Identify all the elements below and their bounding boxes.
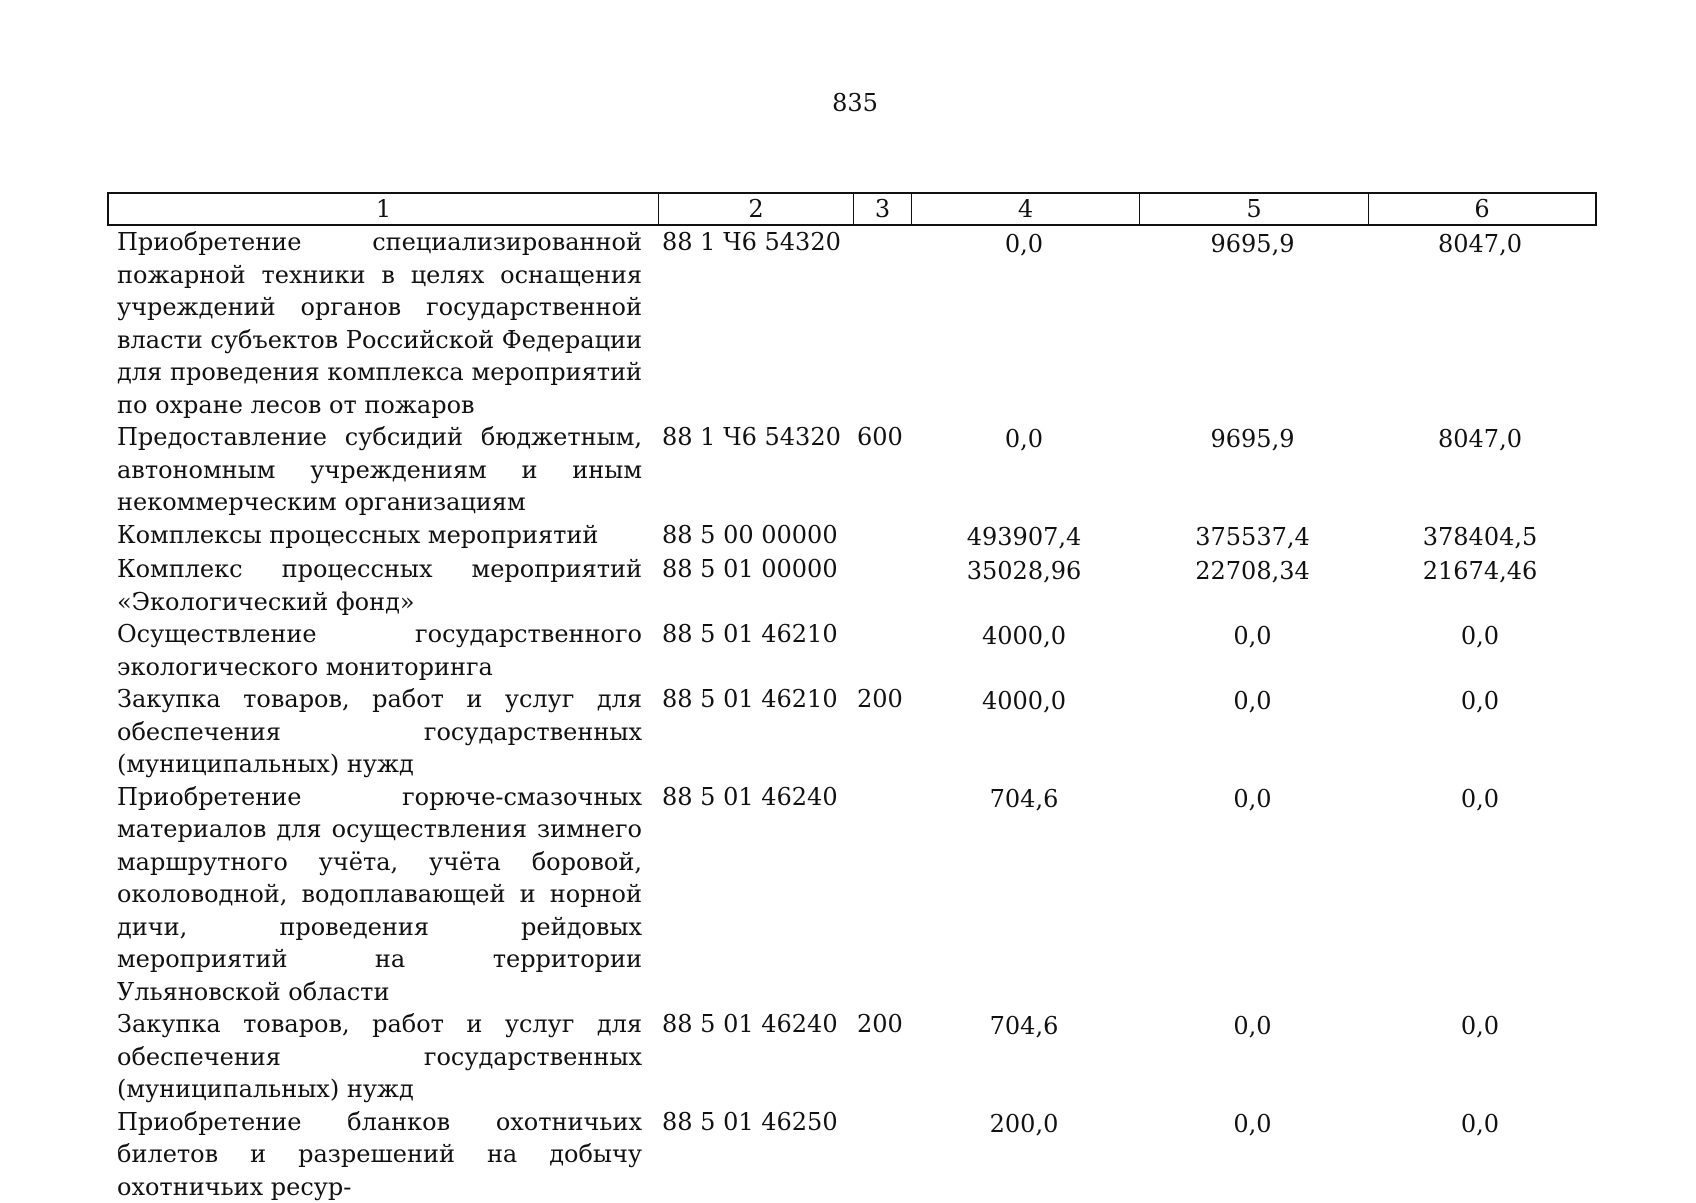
row-value-4: 35028,96 bbox=[910, 553, 1138, 588]
row-value-5: 9695,9 bbox=[1138, 226, 1367, 261]
table-row bbox=[107, 553, 1597, 618]
row-value-6: 8047,0 bbox=[1367, 226, 1593, 261]
row-value-4: 704,6 bbox=[910, 1008, 1138, 1043]
row-value-4: 4000,0 bbox=[910, 618, 1138, 653]
row-value-5: 0,0 bbox=[1138, 1008, 1367, 1043]
table-row bbox=[107, 683, 1597, 781]
row-value-5: 0,0 bbox=[1138, 1106, 1367, 1141]
header-col-5: 5 bbox=[1140, 194, 1369, 224]
header-col-2: 2 bbox=[659, 194, 854, 224]
row-name: Приобретение специализированной пожарной техники в целях оснащения учреждений органов государственной власти субъектов Российской Федерации для проведения комплекса мероприятий по охране лесов от пожаров bbox=[107, 226, 642, 421]
row-value-5: 0,0 bbox=[1138, 781, 1367, 816]
row-value-6: 0,0 bbox=[1367, 781, 1593, 816]
row-name: Приобретение бланков охотничьих билетов и разрешений на добычу охотничьих ресур- bbox=[107, 1106, 642, 1203]
row-value-5: 22708,34 bbox=[1138, 553, 1367, 588]
row-category: 200 bbox=[852, 683, 910, 716]
row-name: Закупка товаров, работ и услуг для обеспечения государственных (муниципальных) нужд bbox=[107, 1008, 642, 1106]
row-value-4: 704,6 bbox=[910, 781, 1138, 816]
row-category: 600 bbox=[852, 421, 910, 454]
row-value-5: 375537,4 bbox=[1138, 519, 1367, 554]
header-col-4: 4 bbox=[912, 194, 1140, 224]
row-code: 88 5 01 00000 bbox=[642, 553, 852, 586]
table-body bbox=[107, 226, 1597, 1203]
row-name: Предоставление субсидий бюджетным, автономным учреждениям и иным некоммерческим организациям bbox=[107, 421, 642, 519]
row-value-6: 0,0 bbox=[1367, 1106, 1593, 1141]
table-row bbox=[107, 421, 1597, 519]
row-code: 88 5 01 46240 bbox=[642, 1008, 852, 1041]
table-row bbox=[107, 781, 1597, 1009]
row-name: Комплекс процессных мероприятий «Экологический фонд» bbox=[107, 553, 642, 618]
row-category: 200 bbox=[852, 1008, 910, 1041]
row-code: 88 5 01 46210 bbox=[642, 683, 852, 716]
row-value-4: 200,0 bbox=[910, 1106, 1138, 1141]
row-value-5: 9695,9 bbox=[1138, 421, 1367, 456]
row-value-4: 0,0 bbox=[910, 421, 1138, 456]
table-row bbox=[107, 618, 1597, 683]
table-row bbox=[107, 519, 1597, 554]
row-value-6: 378404,5 bbox=[1367, 519, 1593, 554]
row-code: 88 5 01 46240 bbox=[642, 781, 852, 814]
row-name: Осуществление государственного экологического мониторинга bbox=[107, 618, 642, 683]
header-col-6: 6 bbox=[1369, 194, 1595, 224]
header-col-3: 3 bbox=[854, 194, 912, 224]
row-value-4: 493907,4 bbox=[910, 519, 1138, 554]
row-name: Комплексы процессных мероприятий bbox=[107, 519, 642, 552]
row-value-4: 4000,0 bbox=[910, 683, 1138, 718]
row-code: 88 5 01 46250 bbox=[642, 1106, 852, 1139]
row-value-6: 8047,0 bbox=[1367, 421, 1593, 456]
table-header bbox=[107, 192, 1597, 226]
row-value-5: 0,0 bbox=[1138, 618, 1367, 653]
header-col-1: 1 bbox=[109, 194, 659, 224]
row-value-6: 21674,46 bbox=[1367, 553, 1593, 588]
table-row bbox=[107, 1106, 1597, 1203]
row-code: 88 5 01 46210 bbox=[642, 618, 852, 651]
row-value-6: 0,0 bbox=[1367, 1008, 1593, 1043]
row-name: Приобретение горюче-смазочных материалов для осуществления зимнего маршрутного учёта, учёта боровой, околоводной, водоплавающей и норной дичи, проведения рейдовых мероприятий на территории Ульяновской области bbox=[107, 781, 642, 1009]
row-value-6: 0,0 bbox=[1367, 618, 1593, 653]
row-value-5: 0,0 bbox=[1138, 683, 1367, 718]
table-row bbox=[107, 1008, 1597, 1106]
table-row bbox=[107, 226, 1597, 421]
row-code: 88 1 Ч6 54320 bbox=[642, 421, 852, 454]
row-code: 88 1 Ч6 54320 bbox=[642, 226, 852, 259]
row-value-6: 0,0 bbox=[1367, 683, 1593, 718]
row-code: 88 5 00 00000 bbox=[642, 519, 852, 552]
row-value-4: 0,0 bbox=[910, 226, 1138, 261]
row-name: Закупка товаров, работ и услуг для обеспечения государственных (муниципальных) нужд bbox=[107, 683, 642, 781]
page-number: 835 bbox=[0, 88, 1696, 118]
